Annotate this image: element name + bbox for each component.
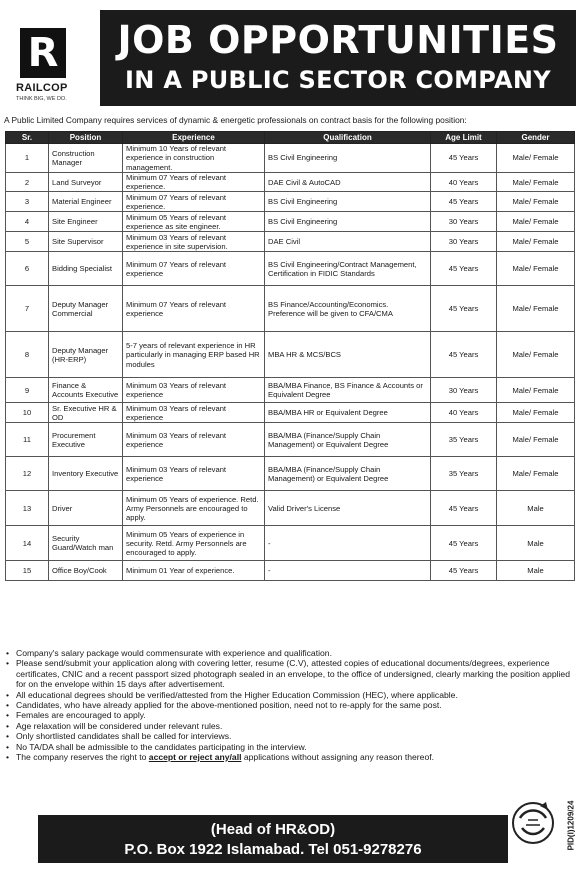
cell-age: 40 Years: [431, 403, 497, 423]
table-header-row: [6, 132, 575, 144]
cell-experience: Minimum 10 Years of relevant experience in construction management.: [123, 144, 265, 173]
cell-gender: Male/ Female: [497, 457, 575, 491]
cell-experience: Minimum 07 Years of relevant experience.: [123, 172, 265, 192]
cell-gender: Male/ Female: [497, 144, 575, 173]
cell-experience: Minimum 01 Year of experience.: [123, 561, 265, 581]
intro-text: A Public Limited Company requires services of dynamic & energetic professionals on contract basis for the following position:: [4, 115, 467, 125]
cell-position: Security Guard/Watch man: [49, 526, 123, 561]
cell-qualification: BBA/MBA HR or Equivalent Degree: [265, 403, 431, 423]
cell-gender: Male: [497, 561, 575, 581]
list-item: [6, 658, 576, 689]
cell-gender: Male/ Female: [497, 286, 575, 332]
cell-position: Office Boy/Cook: [49, 561, 123, 581]
title-banner: [100, 10, 576, 106]
note-text: No TA/DA shall be admissible to the candidates participating in the interview.: [16, 741, 307, 752]
bullet-icon: •: [6, 752, 10, 763]
list-item: [6, 690, 576, 700]
logo-name: RAILCOP: [16, 82, 68, 94]
cell-position: Material Engineer: [49, 192, 123, 212]
cell-position: Sr. Executive HR & OD: [49, 403, 123, 423]
cell-sr: 12: [6, 457, 49, 491]
cell-age: 30 Years: [431, 378, 497, 403]
cell-sr: 7: [6, 286, 49, 332]
note-text: Age relaxation will be considered under relevant rules.: [16, 720, 223, 731]
cell-age: 45 Years: [431, 286, 497, 332]
bullet-icon: •: [6, 658, 10, 669]
cell-qualification: BS Civil Engineering: [265, 144, 431, 173]
table-row: [6, 526, 575, 561]
cell-position: Land Surveyor: [49, 172, 123, 192]
cell-experience: Minimum 05 Years of experience. Retd. Army Personnels are encouraged to apply.: [123, 491, 265, 526]
cell-gender: Male/ Female: [497, 232, 575, 252]
cell-qualification: BBA/MBA (Finance/Supply Chain Management) or Equivalent Degree: [265, 423, 431, 457]
note-text: Only shortlisted candidates shall be called for interviews.: [16, 731, 232, 742]
cell-age: 45 Years: [431, 332, 497, 378]
cell-qualification: BS Finance/Accounting/Economics. Preference will be given to CFA/CMA: [265, 286, 431, 332]
table-row: [6, 457, 575, 491]
cell-sr: 14: [6, 526, 49, 561]
page-subtitle: IN A PUBLIC SECTOR COMPANY: [125, 66, 551, 94]
page-title: JOB OPPORTUNITIES: [117, 18, 559, 62]
railcop-logo: [20, 28, 66, 78]
cell-experience: Minimum 05 Years of experience in security. Retd. Army Personnels are encouraged to apply.: [123, 526, 265, 561]
table-row: [6, 561, 575, 581]
table-row: [6, 378, 575, 403]
cell-qualification: BS Civil Engineering: [265, 212, 431, 232]
cell-position: Site Supervisor: [49, 232, 123, 252]
cell-sr: 13: [6, 491, 49, 526]
advertisement-page: [2, 2, 577, 867]
cell-sr: 10: [6, 403, 49, 423]
cell-experience: Minimum 03 Years of relevant experience: [123, 423, 265, 457]
bullet-icon: •: [6, 689, 10, 700]
logo-tagline: THINK BIG, WE DO.: [16, 96, 67, 102]
cell-position: Deputy Manager Commercial: [49, 286, 123, 332]
contact-footer: [38, 815, 508, 863]
table-row: [6, 403, 575, 423]
cell-experience: Minimum 03 Years of relevant experience: [123, 378, 265, 403]
cell-qualification: BS Civil Engineering/Contract Management, Certification in FIDIC Standards: [265, 252, 431, 286]
list-item: [6, 648, 576, 658]
note-text: Company's salary package would commensurate with experience and qualification.: [16, 648, 332, 658]
bullet-icon: •: [6, 648, 10, 658]
cell-sr: 11: [6, 423, 49, 457]
cell-gender: Male/ Female: [497, 252, 575, 286]
cell-sr: 15: [6, 561, 49, 581]
jobs-table: [5, 131, 575, 581]
table-row: [6, 252, 575, 286]
list-item: [6, 721, 576, 731]
pid-reference: [565, 788, 577, 866]
note-text: Females are encouraged to apply.: [16, 710, 146, 721]
cell-age: 30 Years: [431, 212, 497, 232]
table-row: [6, 286, 575, 332]
cell-age: 45 Years: [431, 491, 497, 526]
cell-qualification: BBA/MBA Finance, BS Finance & Accounts or Equivalent Degree: [265, 378, 431, 403]
bullet-icon: •: [6, 710, 10, 721]
bullet-icon: •: [6, 731, 10, 742]
cell-position: Finance & Accounts Executive: [49, 378, 123, 403]
cell-position: Bidding Specialist: [49, 252, 123, 286]
column-header: Age Limit: [431, 132, 497, 144]
cell-qualification: BS Civil Engineering: [265, 192, 431, 212]
cell-gender: Male/ Female: [497, 332, 575, 378]
cell-gender: Male/ Female: [497, 378, 575, 403]
cell-qualification: MBA HR & MCS/BCS: [265, 332, 431, 378]
cell-age: 40 Years: [431, 172, 497, 192]
bullet-icon: •: [6, 700, 10, 711]
note-text: applications without assigning any reason thereof.: [241, 752, 434, 763]
cell-gender: Male/ Female: [497, 403, 575, 423]
column-header: Qualification: [265, 132, 431, 144]
cell-position: Procurement Executive: [49, 423, 123, 457]
cell-sr: 4: [6, 212, 49, 232]
cell-experience: Minimum 03 Years of relevant experience: [123, 457, 265, 491]
cell-sr: 1: [6, 144, 49, 173]
note-text: The company reserves the right to: [16, 752, 149, 763]
cell-age: 45 Years: [431, 561, 497, 581]
note-text: Candidates, who have already applied for the above-mentioned position, need not to re-apply for the same post.: [16, 700, 442, 711]
pid-text: PID(I)1209/24: [566, 800, 576, 851]
table-row: [6, 192, 575, 212]
government-emblem-icon: [510, 800, 556, 846]
cell-experience: Minimum 07 Years of relevant experience: [123, 286, 265, 332]
list-item: [6, 710, 576, 720]
note-text: Please send/submit your application along with covering letter, resume (C.V), attested copies of educational documents/degrees, experience certificates, CNIC and a recent passport sized photograph sealed in an envelope, to the office of undersigned, clearly marking the position applied for on the envelope within 15 days after advertisement.: [16, 658, 570, 690]
table-row: [6, 172, 575, 192]
cell-gender: Male/ Female: [497, 212, 575, 232]
bullet-icon: •: [6, 741, 10, 752]
list-item: [6, 731, 576, 741]
cell-experience: 5-7 years of relevant experience in HR particularly in managing ERP based HR modules: [123, 332, 265, 378]
column-header: Position: [49, 132, 123, 144]
contact-address: P.O. Box 1922 Islamabad. Tel 051-9278276: [124, 841, 422, 858]
cell-qualification: DAE Civil: [265, 232, 431, 252]
cell-gender: Male: [497, 526, 575, 561]
cell-sr: 2: [6, 172, 49, 192]
cell-position: Construction Manager: [49, 144, 123, 173]
logo-letter: R: [27, 30, 59, 76]
notes-list: [6, 648, 576, 762]
cell-gender: Male/ Female: [497, 423, 575, 457]
table-row: [6, 144, 575, 173]
bullet-icon: •: [6, 720, 10, 731]
column-header: Gender: [497, 132, 575, 144]
cell-qualification: -: [265, 526, 431, 561]
cell-age: 45 Years: [431, 144, 497, 173]
note-text: All educational degrees should be verified/attested from the Higher Education Commission (HEC), where applicable.: [16, 689, 458, 700]
cell-qualification: -: [265, 561, 431, 581]
cell-qualification: DAE Civil & AutoCAD: [265, 172, 431, 192]
cell-age: 45 Years: [431, 252, 497, 286]
list-item: [6, 752, 576, 762]
cell-position: Deputy Manager (HR-ERP): [49, 332, 123, 378]
cell-experience: Minimum 03 Years of relevant experience: [123, 403, 265, 423]
cell-experience: Minimum 07 Years of relevant experience: [123, 252, 265, 286]
note-emphasis: accept or reject any/all: [148, 752, 242, 763]
cell-gender: Male/ Female: [497, 192, 575, 212]
cell-position: Site Engineer: [49, 212, 123, 232]
cell-gender: Male/ Female: [497, 172, 575, 192]
table-row: [6, 212, 575, 232]
cell-position: Inventory Executive: [49, 457, 123, 491]
table-row: [6, 332, 575, 378]
cell-experience: Minimum 03 Years of relevant experience in site supervision.: [123, 232, 265, 252]
cell-age: 45 Years: [431, 192, 497, 212]
header: [2, 2, 577, 110]
cell-sr: 9: [6, 378, 49, 403]
cell-sr: 6: [6, 252, 49, 286]
table-row: [6, 423, 575, 457]
cell-gender: Male: [497, 491, 575, 526]
table-row: [6, 232, 575, 252]
table-row: [6, 491, 575, 526]
cell-experience: Minimum 05 Years of relevant experience as site engineer.: [123, 212, 265, 232]
cell-age: 35 Years: [431, 423, 497, 457]
cell-sr: 3: [6, 192, 49, 212]
list-item: [6, 700, 576, 710]
cell-qualification: Valid Driver's License: [265, 491, 431, 526]
contact-title: (Head of HR&OD): [210, 821, 336, 838]
list-item: [6, 742, 576, 752]
cell-position: Driver: [49, 491, 123, 526]
cell-qualification: BBA/MBA (Finance/Supply Chain Management) or Equivalent Degree: [265, 457, 431, 491]
cell-age: 35 Years: [431, 457, 497, 491]
column-header: Experience: [123, 132, 265, 144]
cell-age: 30 Years: [431, 232, 497, 252]
cell-age: 45 Years: [431, 526, 497, 561]
cell-sr: 5: [6, 232, 49, 252]
cell-experience: Minimum 07 Years of relevant experience.: [123, 192, 265, 212]
column-header: Sr.: [6, 132, 49, 144]
cell-sr: 8: [6, 332, 49, 378]
